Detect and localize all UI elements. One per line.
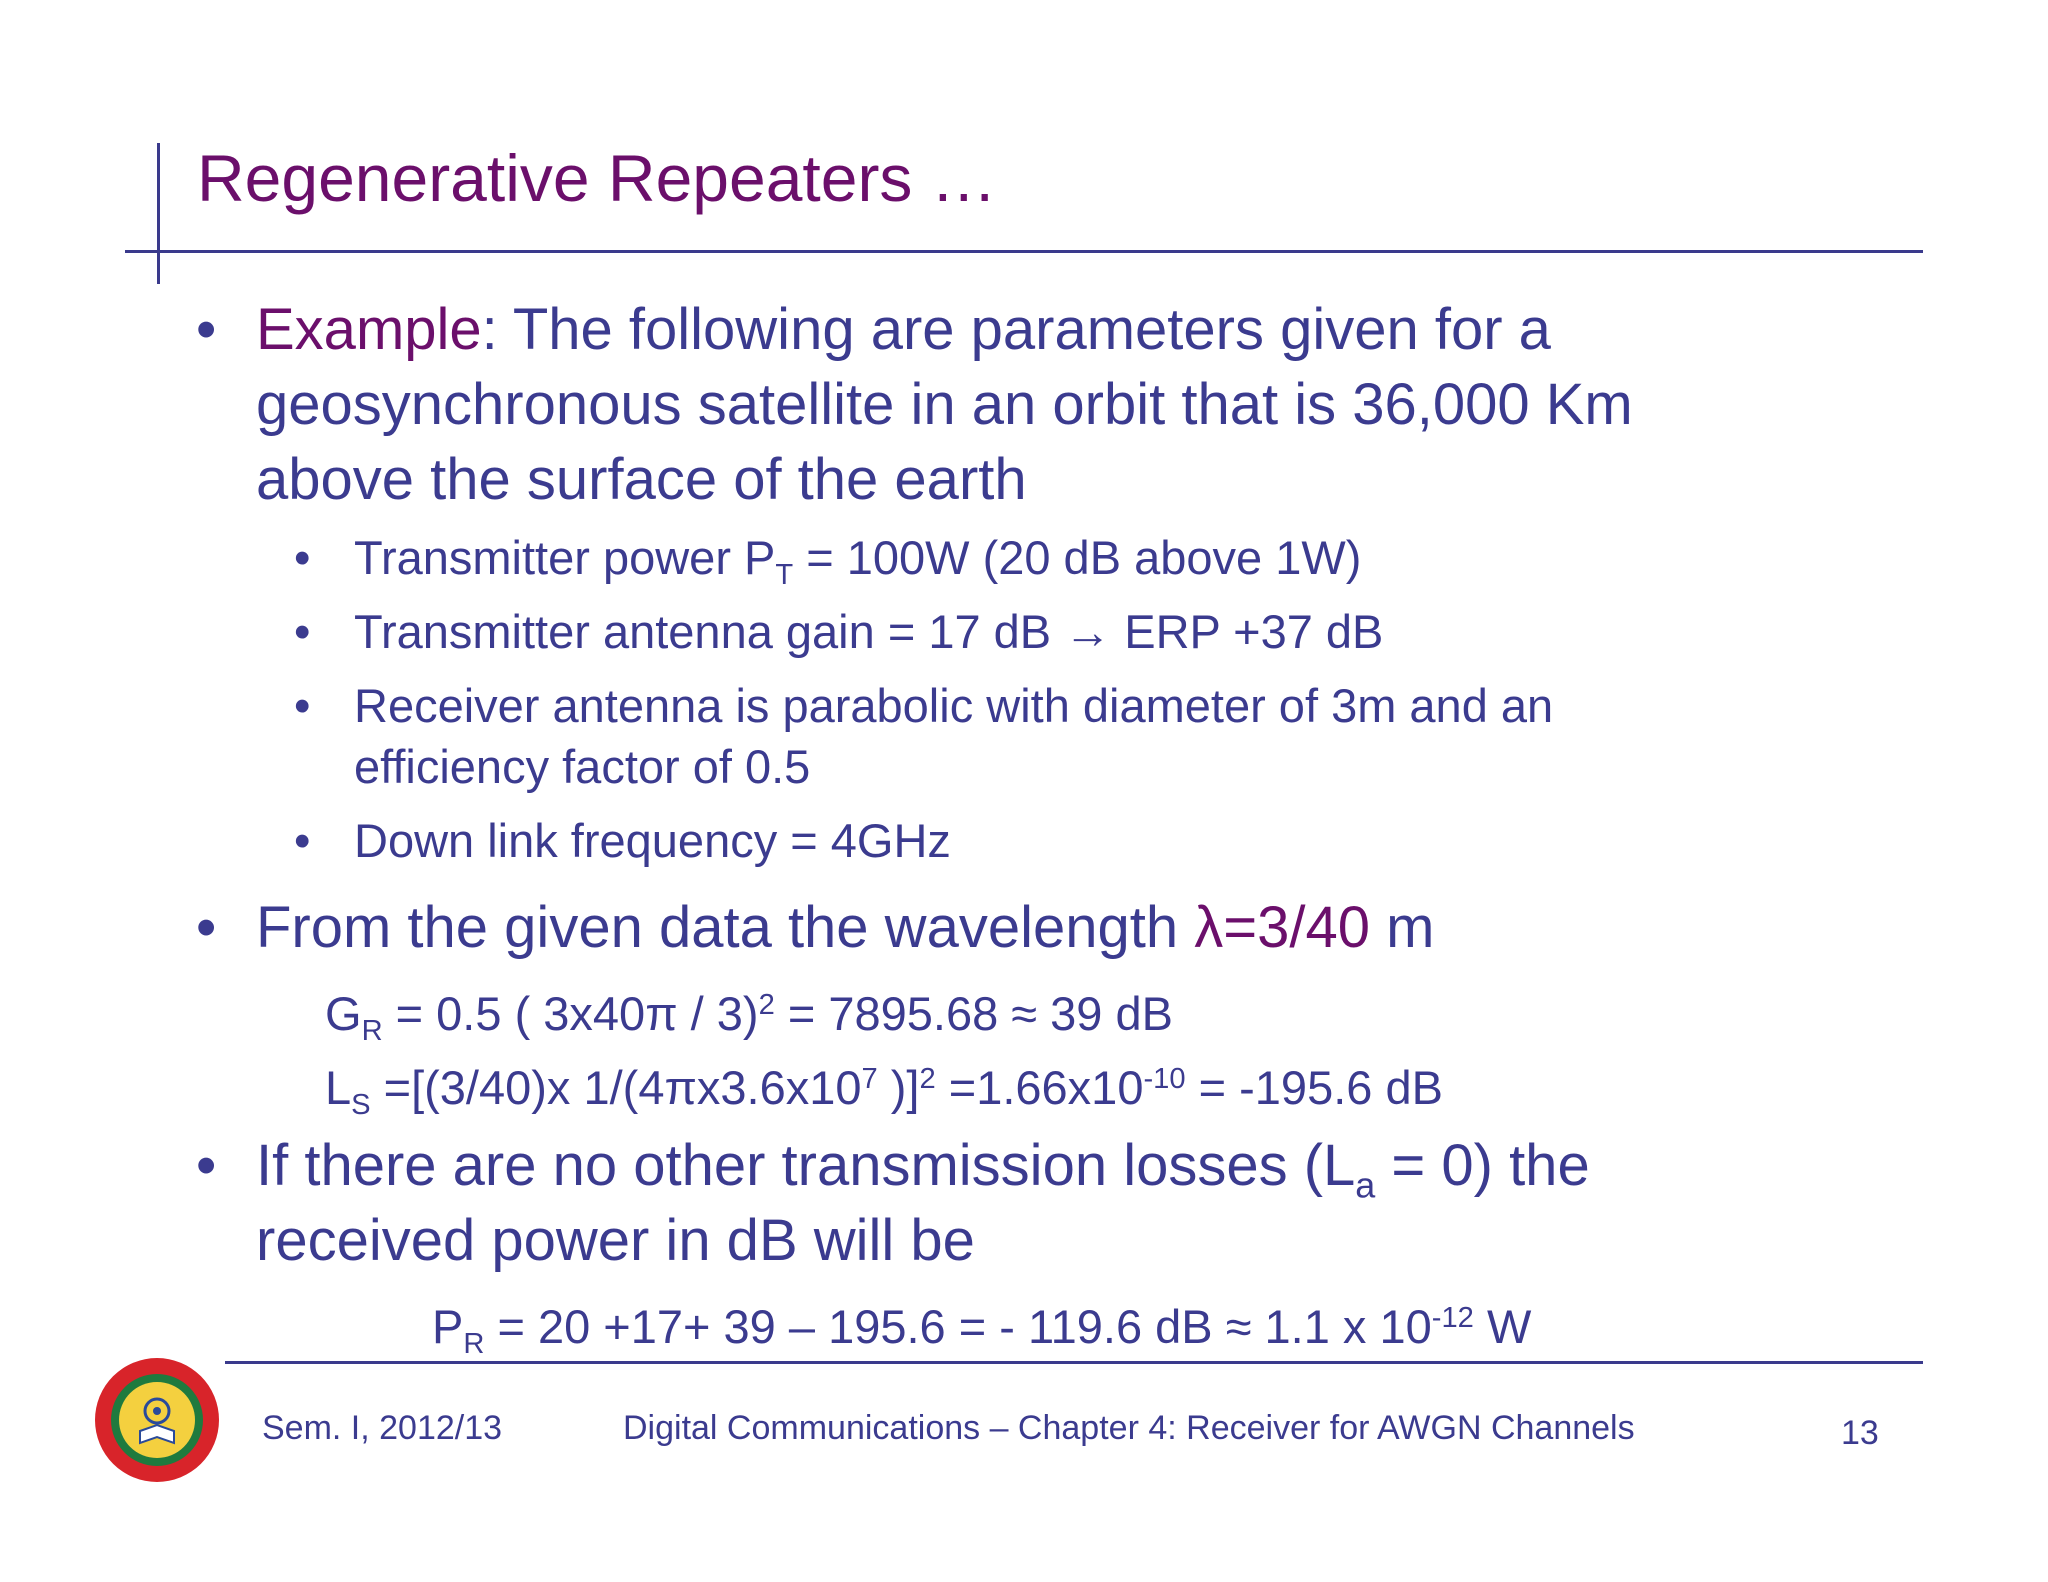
bullet-received-power-line2: received power in dB will be (256, 1208, 975, 1273)
pr-expr: = 20 +17+ 39 – 195.6 = - 119.6 dB ≈ 1.1 x 10 (484, 1300, 1432, 1354)
pr-subscript: R (463, 1328, 485, 1361)
sub-bullet-downlink: Down link frequency = 4GHz (354, 814, 951, 867)
sub-bullet-tx-gain: Transmitter antenna gain = 17 dB → ERP +37 dB (354, 605, 1384, 658)
sub-bullet-dot: • (294, 679, 311, 732)
ls-expr-b: )] (877, 1061, 920, 1115)
footer-page-number: 13 (1841, 1414, 1879, 1452)
rx-power-subscript: a (1355, 1164, 1376, 1206)
ls-sup-2: 2 (919, 1063, 936, 1095)
equation-ls (325, 1049, 1443, 1136)
sub-bullet-rx-antenna-line1: Receiver antenna is parabolic with diameter of 3m and an (354, 679, 1554, 732)
pr-symbol: P (432, 1300, 464, 1354)
tx-power-text: Transmitter power P (354, 531, 776, 584)
bullet-example-line3: above the surface of the earth (256, 447, 1027, 512)
title-vertical-rule (157, 143, 160, 284)
ls-expr-a: =[(3/40)x 1/(4πx3.6x10 (370, 1061, 862, 1115)
footer-course: Digital Communications – Chapter 4: Receiver for AWGN Channels (623, 1409, 1635, 1447)
example-label: Example (256, 297, 482, 362)
bullet-wavelength (256, 890, 1434, 965)
gr-symbol: G (325, 987, 362, 1041)
university-seal-icon (90, 1353, 225, 1488)
gr-expr: = 0.5 ( 3x40π / 3) (382, 987, 759, 1041)
slide-title: Regenerative Repeaters … (197, 141, 997, 215)
sub-bullet-dot: • (294, 814, 311, 867)
footer-rule (225, 1361, 1923, 1364)
title-horizontal-rule (125, 250, 1923, 253)
sub-bullet-dot: • (294, 531, 311, 584)
bullet-dot: • (196, 895, 217, 960)
footer-semester: Sem. I, 2012/13 (262, 1409, 503, 1447)
bullet-dot: • (196, 1133, 217, 1198)
ls-expr-c: =1.66x10 (935, 1061, 1144, 1115)
ls-result: = -195.6 dB (1185, 1061, 1443, 1115)
sub-bullet-dot: • (294, 605, 311, 658)
wavelength-value: λ=3/40 (1194, 895, 1370, 960)
gr-subscript: R (361, 1015, 383, 1048)
ls-subscript: S (351, 1089, 371, 1122)
ls-symbol: L (325, 1061, 352, 1115)
bullet-dot: • (196, 297, 217, 362)
ls-sup-1: 7 (861, 1063, 878, 1095)
wavelength-text: From the given data the wavelength (256, 895, 1195, 960)
tx-power-value: = 100W (20 dB above 1W) (793, 531, 1362, 584)
wavelength-unit: m (1370, 895, 1435, 960)
example-text: : The following are parameters given for a (481, 297, 1551, 362)
rx-power-text-a: If there are no other transmission losses (L (256, 1133, 1356, 1198)
ls-sup-3: -10 (1143, 1063, 1186, 1095)
bullet-example-line1 (256, 292, 1551, 367)
gr-result: = 7895.68 ≈ 39 dB (774, 987, 1173, 1041)
pr-unit: W (1473, 1300, 1532, 1354)
sub-bullet-rx-antenna-line2: efficiency factor of 0.5 (354, 740, 811, 793)
rx-power-text-b: = 0) the (1375, 1133, 1590, 1198)
pr-superscript: -12 (1431, 1302, 1474, 1334)
gr-superscript: 2 (758, 989, 775, 1021)
sub-bullet-tx-power (354, 527, 1361, 606)
tx-power-subscript: T (775, 559, 794, 592)
bullet-example-line2: geosynchronous satellite in an orbit that is 36,000 Km (256, 372, 1633, 437)
